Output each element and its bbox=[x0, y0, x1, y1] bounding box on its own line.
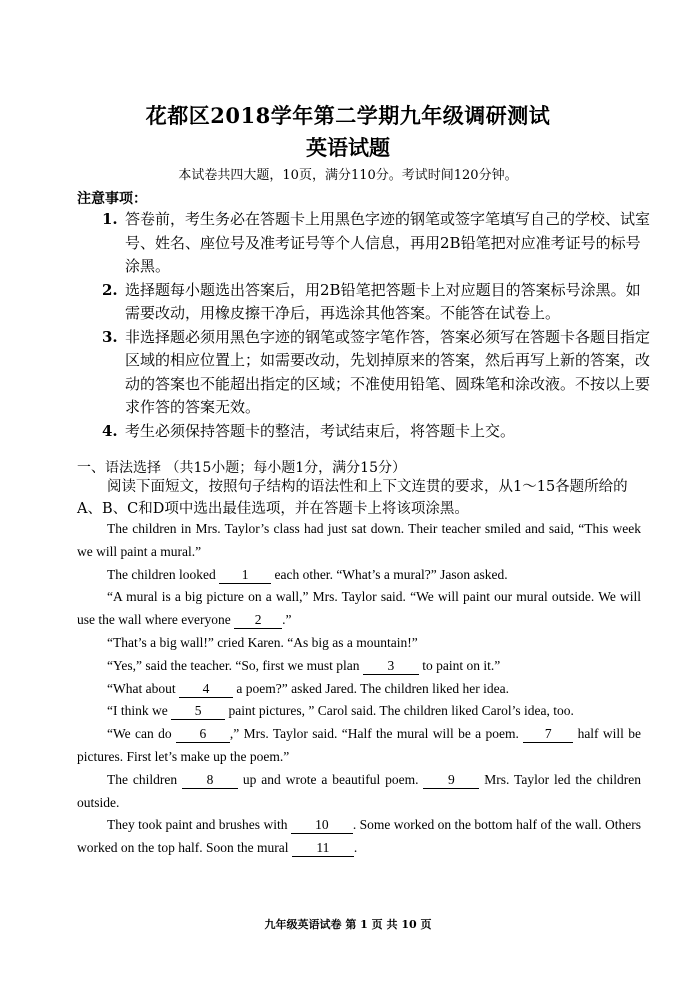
passage-paragraph: “Yes,” said the teacher. “So, first we must plan 3 to paint on it.” bbox=[107, 657, 501, 673]
answer-blank: 5 bbox=[171, 703, 225, 720]
answer-blank: 4 bbox=[179, 681, 233, 698]
notice-item bbox=[102, 208, 650, 279]
passage bbox=[77, 518, 641, 860]
exam-subtitle: 英语试题 bbox=[306, 135, 390, 160]
section-heading: 一、语法选择 （共15小题；每小题1分，满分15分） bbox=[77, 460, 406, 476]
notice-item-number: 1. bbox=[102, 210, 118, 228]
answer-blank: 7 bbox=[523, 726, 573, 743]
notice-list bbox=[102, 208, 650, 443]
page-footer: 九年级英语试卷 第 1 页 共 10 页 bbox=[264, 918, 432, 931]
answer-blank: 10 bbox=[291, 817, 353, 834]
passage-paragraph: “What about 4 a poem?” asked Jared. The children liked her idea. bbox=[107, 680, 509, 696]
answer-blank: 1 bbox=[219, 567, 271, 584]
exam-title: 花都区2018学年第二学期九年级调研测试 bbox=[145, 103, 551, 128]
passage-paragraph: The children looked 1 each other. “What’s a mural?” Jason asked. bbox=[107, 566, 508, 582]
notice-item-number: 3. bbox=[102, 327, 118, 346]
passage-paragraph: “I think we 5 paint pictures, ” Carol said. The children liked Carol’s idea, too. bbox=[107, 703, 574, 719]
answer-blank: 11 bbox=[292, 840, 354, 857]
notice-item-text: 非选择题必须用黑色字迹的钢笔或签字笔作答，答案必须写在答题卡各题目指定区域的相应位置上；如需要改动，先划掉原来的答案，然后再写上新的答案，改动的答案也不能超出指定的区域；不准使用铅笔、圆珠笔和涂改液。不按以上要求作答的答案无效。 bbox=[125, 327, 651, 416]
answer-blank: 2 bbox=[234, 612, 282, 629]
notice-item-text: 答卷前，考生务必在答题卡上用黑色字迹的钢笔或签字笔填写自己的学校、试室号、姓名、座位号及准考证号等个人信息，再用2B铅笔把对应准考证号的标号涂黑。 bbox=[125, 210, 651, 275]
answer-blank: 9 bbox=[423, 772, 479, 789]
notice-item bbox=[102, 420, 650, 444]
notice-item-number: 4. bbox=[102, 421, 118, 440]
passage-paragraph: “That’s a big wall!” cried Karen. “As big as a mountain!” bbox=[107, 634, 418, 650]
notice-item-text: 考生必须保持答题卡的整洁，考试结束后，将答题卡上交。 bbox=[125, 421, 516, 440]
passage-paragraph: The children in Mrs. Taylor’s class had just sat down. Their teacher smiled and said, “This week we will paint a mural.” bbox=[77, 521, 641, 559]
passage-paragraph: The children 8 up and wrote a beautiful poem. 9 Mrs. Taylor led the children outside. bbox=[77, 771, 641, 810]
passage-paragraph: “We can do 6 ,” Mrs. Taylor said. “Half the mural will be a poem. 7 half will be pictures. First let’s make up the poem.” bbox=[77, 726, 641, 764]
section-instruction: 阅读下面短文，按照句子结构的语法性和上下文连贯的要求，从1～15各题所给的A、B、C和D项中选出最佳选项，并在答题卡上将该项涂黑。 bbox=[77, 479, 628, 517]
notice-item-text: 选择题每小题选出答案后，用2B铅笔把答题卡上对应题目的答案标号涂黑。如需要改动，用橡皮擦干净后，再选涂其他答案。不能答在试卷上。 bbox=[125, 280, 641, 322]
answer-blank: 6 bbox=[176, 726, 230, 743]
notice-item bbox=[102, 326, 650, 420]
notice-item-number: 2. bbox=[102, 280, 118, 299]
passage-paragraph: “A mural is a big picture on a wall,” Mrs. Taylor said. “We will paint our mural outside. We will use the wall where everyone 2 .” bbox=[77, 589, 641, 628]
answer-blank: 3 bbox=[363, 658, 419, 675]
notice-item bbox=[102, 279, 650, 326]
passage-paragraph: They took paint and brushes with 10 . Some worked on the bottom half of the wall. Others worked on the top half. Soon the mural 11 . bbox=[77, 817, 641, 856]
exam-info: 本试卷共四大题，10页，满分110分。考试时间120分钟。 bbox=[178, 168, 518, 183]
notice-heading: 注意事项： bbox=[77, 191, 147, 207]
answer-blank: 8 bbox=[182, 772, 238, 789]
